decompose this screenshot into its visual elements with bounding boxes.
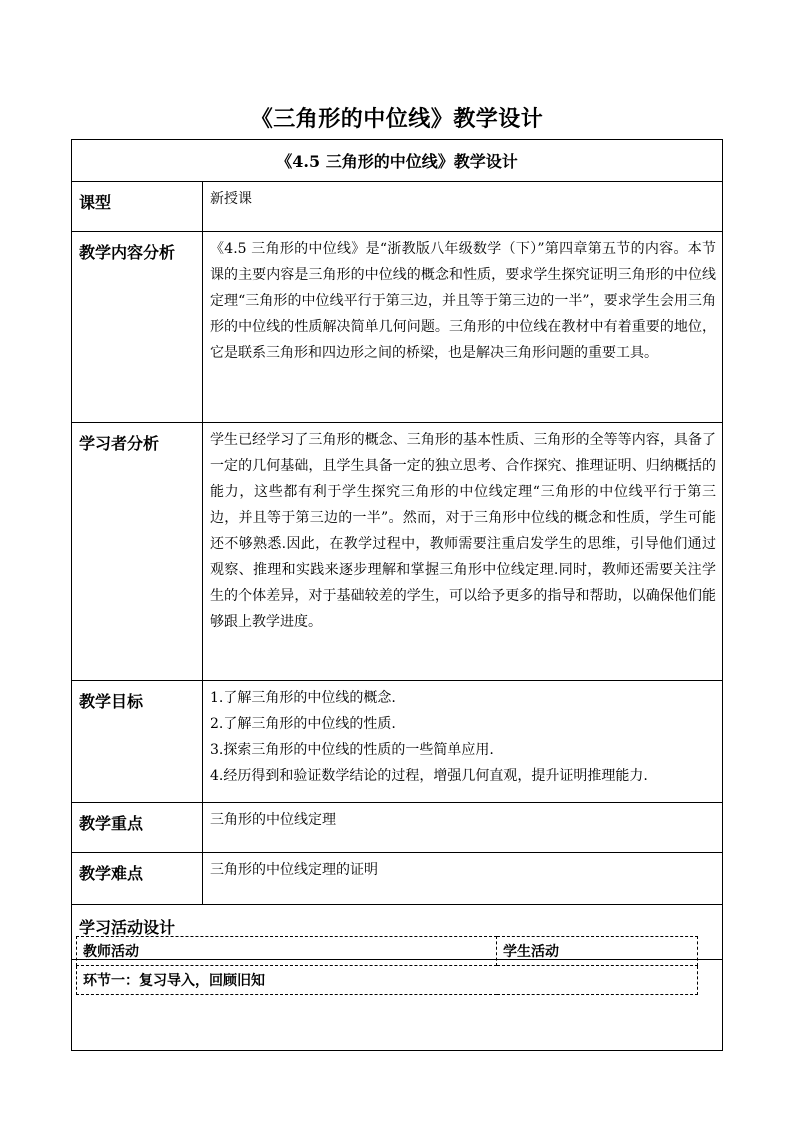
learner-analysis-text: 学生已经学习了三角形的概念、三角形的基本性质、三角形的全等等内容，具备了一定的几何基础，且学生具备一定的独立思考、合作探究、推理证明、归纳概括的能力，这些都有利于学生探究三角形的中位线定理“三角形的中位线平行于第三边，并且等于第三边的一半”。然而，对于三角形中位线的概念和性质，学生可能还不够熟悉.因此，在教学过程中，教师需要注重启发学生的思维，引导他们通过观察、推理和实践来逐步理解和掌握三角形中位线定理.同时，教师还需要关注学生的个体差异，对于基础较差的学生，可以给予更多的指导和帮助，以确保他们能够跟上教学进度。 [203, 423, 723, 681]
student-activity-header: 学生活动 [497, 937, 698, 966]
learner-analysis-row [72, 423, 723, 681]
teaching-goals-row [72, 681, 723, 803]
teaching-goals-list [203, 681, 723, 803]
content-analysis-label: 教学内容分析 [72, 232, 203, 423]
activity-design-label: 学习活动设计 [72, 905, 723, 960]
activity-header-row [77, 937, 698, 966]
key-point-row [72, 803, 723, 853]
section-1-title: 环节一：复习导入，回顾旧知 [77, 966, 698, 995]
goal-item: 1.了解三角形的中位线的概念. [210, 690, 396, 706]
course-type-value: 新授课 [203, 182, 723, 232]
learner-analysis-label: 学习者分析 [72, 423, 203, 681]
goal-item: 2.了解三角形的中位线的性质. [210, 716, 396, 732]
course-type-row [72, 182, 723, 232]
subtitle-row [72, 140, 723, 182]
content-analysis-row [72, 232, 723, 423]
key-point-label: 教学重点 [72, 803, 203, 853]
difficulty-row [72, 853, 723, 905]
activity-section-row [77, 966, 698, 995]
content-analysis-text: 《4.5 三角形的中位线》是“浙教版八年级数学（下）”第四章第五节的内容。本节课的主要内容是三角形的中位线的概念和性质，要求学生探究证明三角形的中位线定理“三角形的中位线平行于第三边，并且等于第三边的一半”，要求学生会用三角形的中位线的性质解决简单几何问题。三角形的中位线在教材中有着重要的地位，它是联系三角形和四边形之间的桥梁，也是解决三角形问题的重要工具。 [203, 232, 723, 423]
table-subtitle: 《4.5 三角形的中位线》教学设计 [72, 140, 723, 182]
page-title: 《三角形的中位线》教学设计 [250, 107, 544, 132]
teacher-activity-header: 教师活动 [77, 937, 497, 966]
key-point-value: 三角形的中位线定理 [203, 803, 723, 853]
course-type-label: 课型 [72, 182, 203, 232]
goal-item: 3.探索三角形的中位线的性质的一些简单应用. [210, 742, 494, 758]
activity-table [76, 936, 698, 995]
teaching-goals-label: 教学目标 [72, 681, 203, 803]
lesson-plan-table [71, 139, 723, 1051]
difficulty-label: 教学难点 [72, 853, 203, 905]
difficulty-value: 三角形的中位线定理的证明 [203, 853, 723, 905]
goal-item: 4.经历得到和验证数学结论的过程，增强几何直观，提升证明推理能力. [210, 768, 648, 784]
